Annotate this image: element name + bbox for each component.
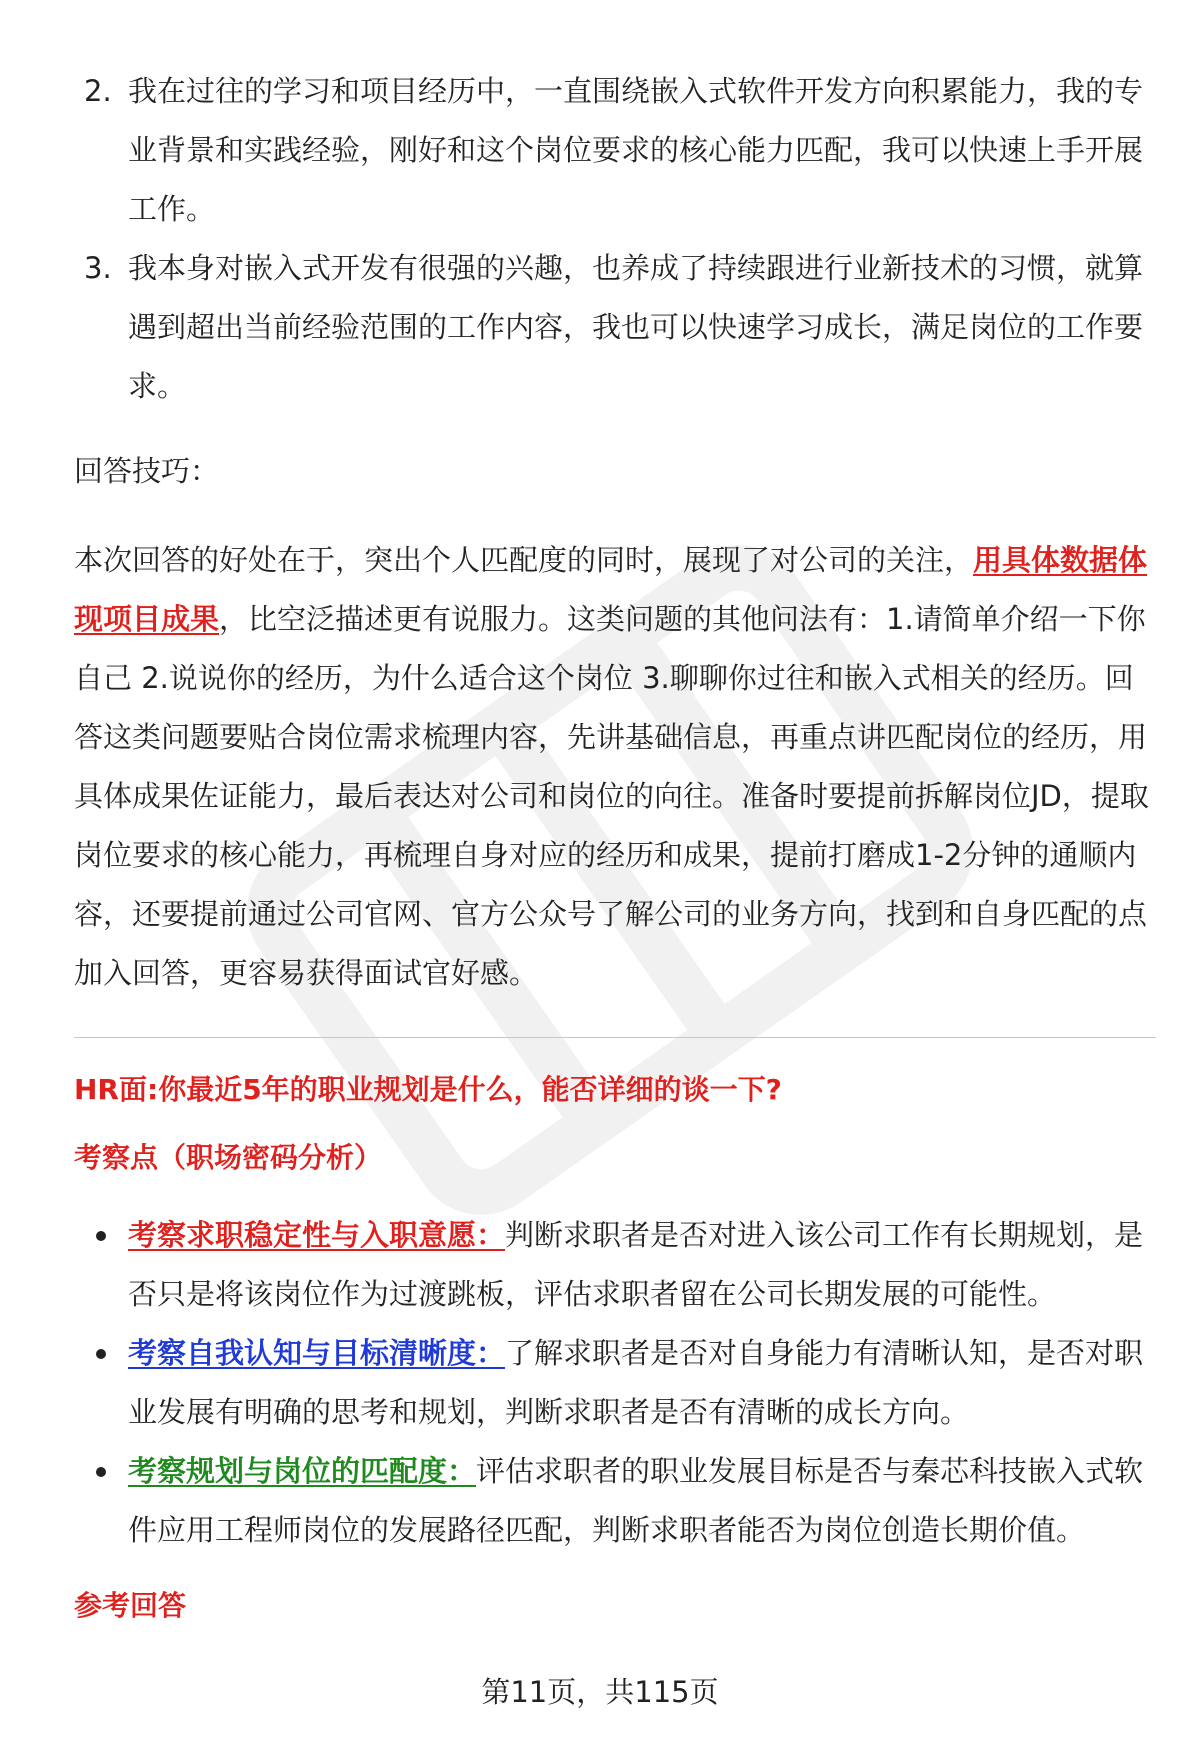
bullet-icon — [96, 1231, 106, 1241]
focus-text: 判断求职者是否对进入该公司工作有长期规划，是否只是将该岗位作为过渡跳板，评估求职者留在公司长期发展的可能性。 — [128, 1218, 1144, 1311]
focus-keyword: 考察求职稳定性与入职意愿： — [128, 1218, 506, 1252]
list-item-text: 我本身对嵌入式开发有很强的兴趣，也养成了持续跟进行业新技术的习惯，就算遇到超出当前经验范围的工作内容，我也可以快速学习成长，满足岗位的工作要求。 — [128, 251, 1144, 403]
answer-text-post: ，比空泛描述更有说服力。这类问题的其他问法有：1.请简单介绍一下你自己 2.说说你的经历，为什么适合这个岗位 3.聊聊你过往和嵌入式相关的经历。回答这类问题要贴合岗位需求梳理内容，先讲基础信息，再重点讲匹配岗位的经历，用具体成果佐证能力，最后表达对公司和岗位的向往。准备时要提前拆解岗位JD，提取岗位要求的核心能力，再梳理自身对应的经历和成果，提前打磨成1-2分钟的通顺内容，还要提前通过公司官网、官方公众号了解公司的业务方向，找到和自身匹配的点加入回答，更容易获得面试官好感。 — [74, 602, 1149, 990]
page-footer: 第11页，共115页 — [481, 1675, 719, 1709]
list-item — [74, 239, 1156, 416]
bullet-icon — [96, 1467, 106, 1477]
list-item — [74, 1206, 1156, 1324]
list-item-number: 3. — [84, 251, 112, 285]
focus-text: 了解求职者是否对自身能力有清晰认知，是否对职业发展有明确的思考和规划，判断求职者是否有清晰的成长方向。 — [128, 1336, 1144, 1429]
bullet-icon — [96, 1349, 106, 1359]
focus-text: 评估求职者的职业发展目标是否与秦芯科技嵌入式软件应用工程师岗位的发展路径匹配，判断求职者能否为岗位创造长期价值。 — [128, 1454, 1144, 1547]
list-item-number: 2. — [84, 74, 112, 108]
answer-paragraph — [74, 531, 1156, 1003]
list-item — [74, 1442, 1156, 1560]
focus-keyword: 考察规划与岗位的匹配度： — [128, 1454, 477, 1488]
tips-label: 回答技巧： — [74, 454, 220, 488]
hr-question-heading: HR面:你最近5年的职业规划是什么，能否详细的谈一下? — [74, 1073, 782, 1106]
numbered-list — [74, 62, 1156, 416]
list-item-text: 我在过往的学习和项目经历中，一直围绕嵌入式软件开发方向积累能力，我的专业背景和实践经验，刚好和这个岗位要求的核心能力匹配，我可以快速上手开展工作。 — [128, 74, 1144, 226]
focus-keyword: 考察自我认知与目标清晰度： — [128, 1336, 506, 1370]
answer-highlight: 用具体数据体现项目成果 — [74, 543, 1148, 636]
focus-points-list — [74, 1206, 1156, 1560]
list-item — [74, 62, 1156, 239]
section-divider — [74, 1037, 1156, 1038]
list-item — [74, 1324, 1156, 1442]
document-page — [74, 62, 1156, 1624]
reference-answer-heading: 参考回答 — [74, 1589, 187, 1622]
focus-points-heading: 考察点（职场密码分析） — [74, 1141, 383, 1174]
answer-text-pre: 本次回答的好处在于，突出个人匹配度的同时，展现了对公司的关注， — [74, 543, 974, 577]
